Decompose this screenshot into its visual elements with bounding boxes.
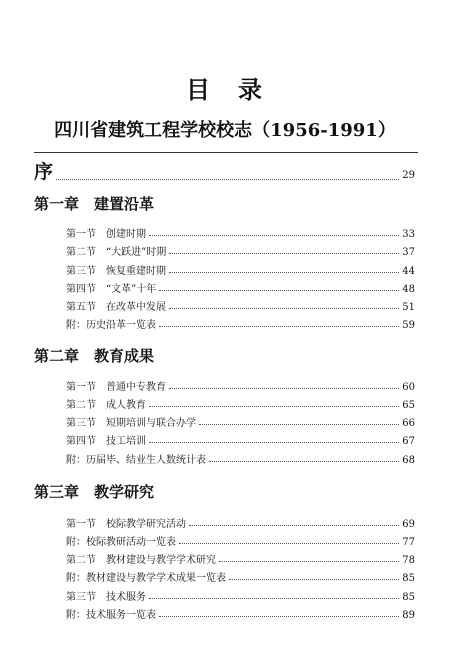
toc-entry[interactable]: [66, 533, 415, 548]
entry-label: 第五节 在改革中发展: [66, 302, 166, 313]
entry-label: 附：校际教研活动一览表: [66, 537, 176, 548]
dot-leader: [229, 579, 399, 580]
toc-entry[interactable]: [66, 451, 415, 466]
divider: [34, 152, 418, 153]
dot-leader: [209, 461, 399, 462]
page-number: 89: [402, 610, 415, 621]
dot-leader: [149, 235, 399, 236]
toc-entry[interactable]: [66, 551, 415, 566]
dot-leader: [149, 406, 399, 407]
page-number: 29: [402, 170, 415, 181]
entry-label: 附：教材建设与教学学术成果一览表: [66, 573, 226, 584]
dot-leader: [159, 326, 399, 327]
entry-label: 第一节 普通中专教育: [66, 382, 166, 393]
entry-label: 第二节 成人教育: [66, 400, 146, 411]
dot-leader: [149, 442, 399, 443]
toc-entry[interactable]: [66, 243, 415, 258]
dot-leader: [189, 525, 399, 526]
page-number: 51: [402, 302, 415, 313]
chapter-heading[interactable]: 第二章 教育成果: [34, 347, 155, 365]
page-number: 68: [402, 455, 415, 466]
entry-label: 附：技术服务一览表: [66, 610, 156, 621]
toc-entry[interactable]: [66, 316, 415, 331]
toc-entry[interactable]: [66, 298, 415, 313]
chapter-heading[interactable]: 第三章 教学研究: [34, 483, 155, 501]
dot-leader: [199, 424, 399, 425]
dot-leader: [169, 388, 399, 389]
toc-entry[interactable]: [66, 569, 415, 584]
toc-entry[interactable]: [66, 515, 415, 530]
dot-leader: [169, 272, 399, 273]
page-number: 67: [402, 436, 415, 447]
toc-entry[interactable]: [66, 588, 415, 603]
page-number: 33: [402, 229, 415, 240]
page-title: 目 录: [186, 75, 264, 104]
toc-entry[interactable]: [66, 378, 415, 393]
dot-leader: [159, 616, 399, 617]
entry-label: 第二节 “大跃进”时期: [66, 247, 167, 258]
toc-entry[interactable]: [66, 606, 415, 621]
page-number: 69: [402, 519, 415, 530]
page-number: 48: [402, 284, 415, 295]
preface-entry[interactable]: [34, 157, 415, 184]
toc-entry[interactable]: [66, 262, 415, 277]
page-number: 85: [402, 592, 415, 603]
entry-label: 第四节 技工培训: [66, 436, 146, 447]
page-number: 77: [402, 537, 415, 548]
dot-leader: [219, 561, 399, 562]
book-subtitle: 四川省建筑工程学校校志（1956-1991）: [54, 120, 396, 141]
page-number: 65: [402, 400, 415, 411]
page-number: 44: [402, 266, 415, 277]
entry-label: 第一节 创建时期: [66, 229, 146, 240]
entry-label: 附：历史沿革一览表: [66, 320, 156, 331]
toc-entry[interactable]: [66, 225, 415, 240]
toc-entry[interactable]: [66, 396, 415, 411]
entry-label: 第三节 恢复重建时期: [66, 266, 166, 277]
dot-leader: [56, 179, 399, 180]
page-number: 37: [402, 247, 415, 258]
page-number: 78: [402, 555, 415, 566]
entry-label: 第一节 校际教学研究活动: [66, 519, 186, 530]
page-number: 60: [402, 382, 415, 393]
entry-label: 第三节 技术服务: [66, 592, 146, 603]
entry-label: 第四节 “文革”十年: [66, 284, 157, 295]
page-number: 66: [402, 418, 415, 429]
toc-entry[interactable]: [66, 432, 415, 447]
dot-leader: [149, 598, 399, 599]
dot-leader: [169, 253, 399, 254]
page-number: 59: [402, 320, 415, 331]
page-number: 85: [402, 573, 415, 584]
entry-label: 附：历届毕、结业生人数统计表: [66, 455, 206, 466]
chapter-heading[interactable]: 第一章 建置沿革: [34, 195, 155, 213]
entry-label: 第三节 短期培训与联合办学: [66, 418, 196, 429]
entry-label: 第二节 教材建设与教学学术研究: [66, 555, 216, 566]
toc-entry[interactable]: [66, 280, 415, 295]
dot-leader: [159, 290, 399, 291]
toc-entry[interactable]: [66, 414, 415, 429]
dot-leader: [169, 308, 399, 309]
dot-leader: [179, 543, 399, 544]
entry-label: 序: [34, 161, 54, 183]
